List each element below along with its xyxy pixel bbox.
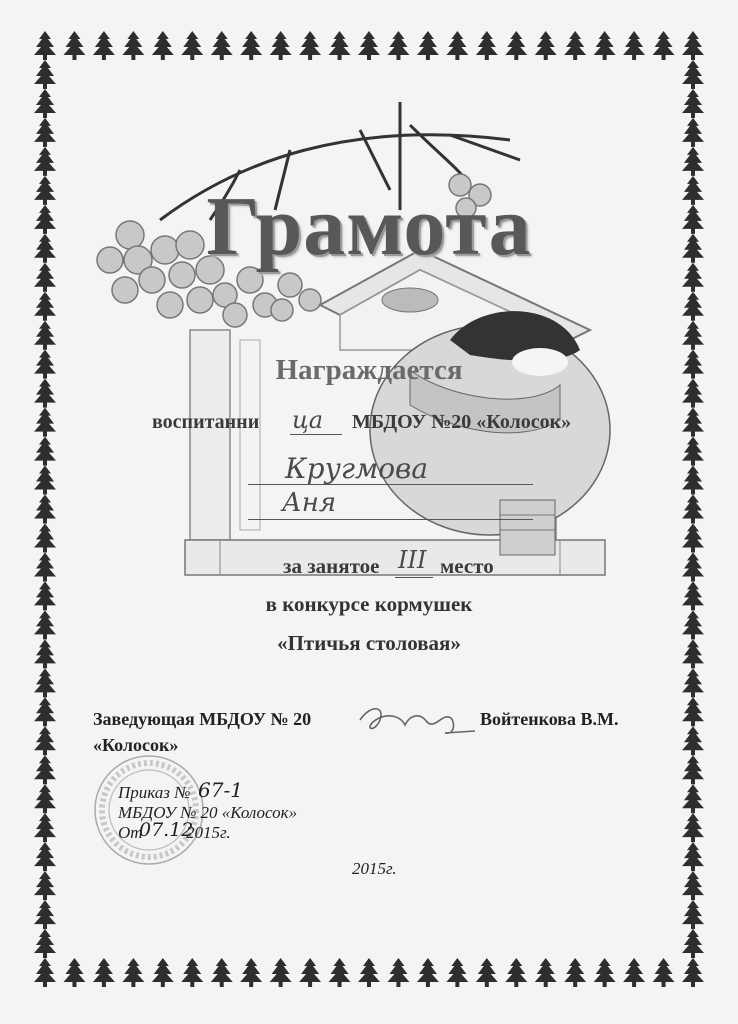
fir-tree-icon <box>34 958 56 987</box>
fir-tree-icon <box>476 31 498 60</box>
fir-tree-icon <box>682 321 704 350</box>
fir-tree-icon <box>682 147 704 176</box>
fir-tree-icon <box>682 466 704 495</box>
fir-tree-icon <box>34 466 56 495</box>
fir-tree-icon <box>211 31 233 60</box>
fir-tree-icon <box>505 31 527 60</box>
surname-underline <box>248 484 533 485</box>
contest-name: «Птичья столовая» <box>277 631 461 655</box>
fir-tree-icon <box>34 408 56 437</box>
fir-tree-icon <box>240 958 262 987</box>
fir-tree-icon <box>270 958 292 987</box>
fir-tree-icon <box>93 31 115 60</box>
fir-tree-icon <box>358 958 380 987</box>
fir-tree-icon <box>535 958 557 987</box>
fir-tree-icon <box>34 813 56 842</box>
fir-tree-icon <box>682 929 704 958</box>
fir-tree-icon <box>682 552 704 581</box>
pupil-suffix-handwritten: ца <box>292 406 324 434</box>
fir-tree-icon <box>240 31 262 60</box>
fir-tree-icon <box>653 31 675 60</box>
fir-tree-icon <box>34 755 56 784</box>
fir-tree-icon <box>34 900 56 929</box>
fir-tree-icon <box>358 31 380 60</box>
fir-tree-icon <box>34 60 56 89</box>
order-org: МБДОУ № 20 «Колосок» <box>118 803 298 822</box>
fir-tree-icon <box>682 842 704 871</box>
fir-tree-icon <box>387 31 409 60</box>
fir-tree-icon <box>682 523 704 552</box>
fir-tree-icon <box>211 958 233 987</box>
fir-tree-icon <box>594 958 616 987</box>
fir-tree-icon <box>682 755 704 784</box>
institution-name: МБДОУ №20 «Колосок» <box>352 411 572 433</box>
fir-tree-icon <box>682 784 704 813</box>
fir-tree-icon <box>34 523 56 552</box>
contest-line: в конкурсе кормушек <box>265 592 473 616</box>
fir-tree-icon <box>34 321 56 350</box>
fir-tree-icon <box>34 495 56 524</box>
fir-tree-icon <box>34 929 56 958</box>
fir-tree-icon <box>682 495 704 524</box>
fir-tree-icon <box>594 31 616 60</box>
fir-tree-icon <box>181 958 203 987</box>
fir-tree-icon <box>682 726 704 755</box>
place-suffix: место <box>440 554 494 578</box>
head-position-line2: «Колосок» <box>93 735 179 755</box>
fir-tree-icon <box>623 31 645 60</box>
fir-tree-icon <box>564 958 586 987</box>
fir-tree-icon <box>682 408 704 437</box>
order-date-label: От <box>118 823 143 842</box>
fir-tree-icon <box>564 31 586 60</box>
pupil-prefix: воспитанни <box>152 411 260 433</box>
fir-tree-icon <box>122 31 144 60</box>
head-name: Войтенкова В.М. <box>480 709 619 729</box>
fir-tree-icon <box>34 118 56 147</box>
fir-tree-icon <box>34 697 56 726</box>
fir-tree-icon <box>270 31 292 60</box>
fir-tree-icon <box>682 958 704 987</box>
fir-tree-icon <box>299 31 321 60</box>
fir-tree-icon <box>682 668 704 697</box>
fir-tree-icon <box>152 31 174 60</box>
fir-tree-icon <box>34 552 56 581</box>
fir-tree-icon <box>152 958 174 987</box>
fir-tree-icon <box>446 958 468 987</box>
fir-tree-icon <box>682 697 704 726</box>
fir-tree-icon <box>682 437 704 466</box>
awarded-heading: Награждается <box>275 354 463 386</box>
fir-tree-icon <box>63 958 85 987</box>
fir-tree-icon <box>34 89 56 118</box>
fir-tree-icon <box>682 89 704 118</box>
order-year: 2015г. <box>186 823 231 842</box>
fir-tree-icon <box>34 292 56 321</box>
fir-tree-icon <box>476 958 498 987</box>
head-position-line1: Заведующая МБДОУ № 20 <box>93 709 312 729</box>
fir-tree-icon <box>417 958 439 987</box>
surname-handwritten: Кругмова <box>285 452 429 485</box>
bird-feeder-illustration <box>90 100 630 600</box>
fir-tree-icon <box>34 871 56 900</box>
issue-year: 2015г. <box>352 859 397 878</box>
fir-tree-icon <box>63 31 85 60</box>
fir-tree-icon <box>682 900 704 929</box>
fir-tree-icon <box>329 958 351 987</box>
fir-tree-icon <box>417 31 439 60</box>
fir-tree-icon <box>682 871 704 900</box>
fir-tree-icon <box>34 726 56 755</box>
fir-tree-icon <box>682 31 704 60</box>
pupil-suffix-underline <box>290 434 342 435</box>
place-underline <box>395 577 433 578</box>
fir-tree-icon <box>446 31 468 60</box>
fir-tree-icon <box>122 958 144 987</box>
fir-tree-icon <box>34 147 56 176</box>
fir-tree-icon <box>682 292 704 321</box>
fir-tree-icon <box>93 958 115 987</box>
order-label: Приказ № <box>118 783 191 802</box>
fir-tree-icon <box>34 784 56 813</box>
fir-tree-icon <box>653 958 675 987</box>
fir-tree-icon <box>387 958 409 987</box>
certificate-title: Грамота <box>206 180 532 273</box>
fir-tree-icon <box>181 31 203 60</box>
fir-tree-icon <box>682 60 704 89</box>
place-handwritten: III <box>398 546 427 574</box>
fir-tree-icon <box>34 31 56 60</box>
fir-tree-icon <box>34 668 56 697</box>
order-date-handwritten: 07.12 <box>139 819 194 841</box>
fir-tree-icon <box>329 31 351 60</box>
fir-tree-icon <box>682 813 704 842</box>
first-name-underline <box>248 519 533 520</box>
fir-tree-icon <box>505 958 527 987</box>
order-number-handwritten: 67-1 <box>198 778 243 802</box>
fir-tree-icon <box>34 842 56 871</box>
first-name-handwritten: Аня <box>282 488 337 518</box>
handwritten-signature <box>355 700 480 740</box>
fir-tree-icon <box>34 437 56 466</box>
fir-tree-icon <box>535 31 557 60</box>
place-prefix: за занятое <box>283 554 380 578</box>
fir-tree-icon <box>299 958 321 987</box>
fir-tree-icon <box>682 118 704 147</box>
fir-tree-icon <box>623 958 645 987</box>
